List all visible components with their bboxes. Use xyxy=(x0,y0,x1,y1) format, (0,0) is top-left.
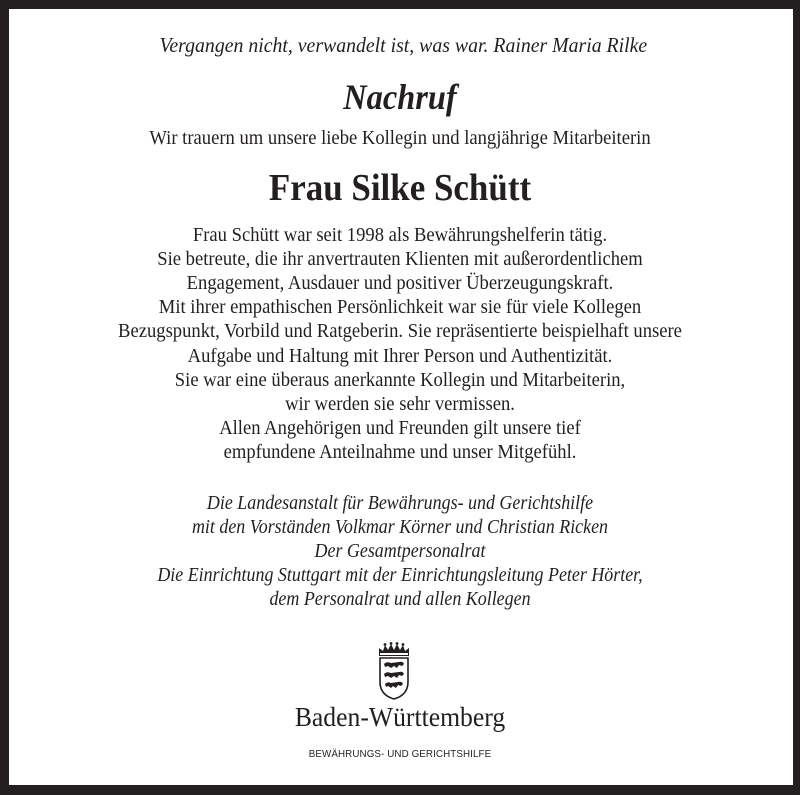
signatory-line: Der Gesamtpersonalrat xyxy=(314,541,486,562)
body-line: Mit ihrer empathischen Persönlichkeit war sie für viele Kollegen xyxy=(158,296,642,318)
state-name: Baden-Württemberg xyxy=(294,702,506,732)
signatory-line: dem Personalrat und allen Kollegen xyxy=(269,589,531,610)
signatory-line: mit den Vorständen Volkmar Körner und Christian Ricken xyxy=(191,517,609,538)
deceased-name: Frau Silke Schütt xyxy=(268,167,532,209)
body-line: wir werden sie sehr vermissen. xyxy=(285,393,515,415)
body-line: Frau Schütt war seit 1998 als Bewährungshelferin tätig. xyxy=(192,224,608,246)
intro-text: Wir trauern um unsere liebe Kollegin und langjährige Mitarbeiterin xyxy=(149,127,651,149)
signatory-line: Die Landesanstalt für Bewährungs- und Gerichtshilfe xyxy=(206,493,594,514)
department-name: BEWÄHRUNGS- UND GERICHTSHILFE xyxy=(308,749,492,760)
body-line: Sie war eine überaus anerkannte Kollegin und Mitarbeiterin, xyxy=(174,369,626,391)
coat-of-arms-icon xyxy=(377,642,411,700)
body-line: Engagement, Ausdauer und positiver Überzeugungskraft. xyxy=(186,272,614,294)
body-line: Sie betreute, die ihr anvertrauten Klienten mit außerordentlichem xyxy=(157,248,643,270)
body-line: empfundene Anteilnahme und unser Mitgefühl. xyxy=(223,441,577,463)
notice-title: Nachruf xyxy=(343,77,457,117)
body-line: Bezugspunkt, Vorbild und Ratgeberin. Sie repräsentierte beispielhaft unsere xyxy=(118,320,682,342)
body-line: Allen Angehörigen und Freunden gilt unsere tief xyxy=(219,417,581,439)
signatory-line: Die Einrichtung Stuttgart mit der Einrichtungsleitung Peter Hörter, xyxy=(157,565,643,586)
body-line: Aufgabe und Haltung mit Ihrer Person und Authentizität. xyxy=(187,345,613,367)
rilke-quote: Vergangen nicht, verwandelt ist, was war. Rainer Maria Rilke xyxy=(159,33,648,57)
